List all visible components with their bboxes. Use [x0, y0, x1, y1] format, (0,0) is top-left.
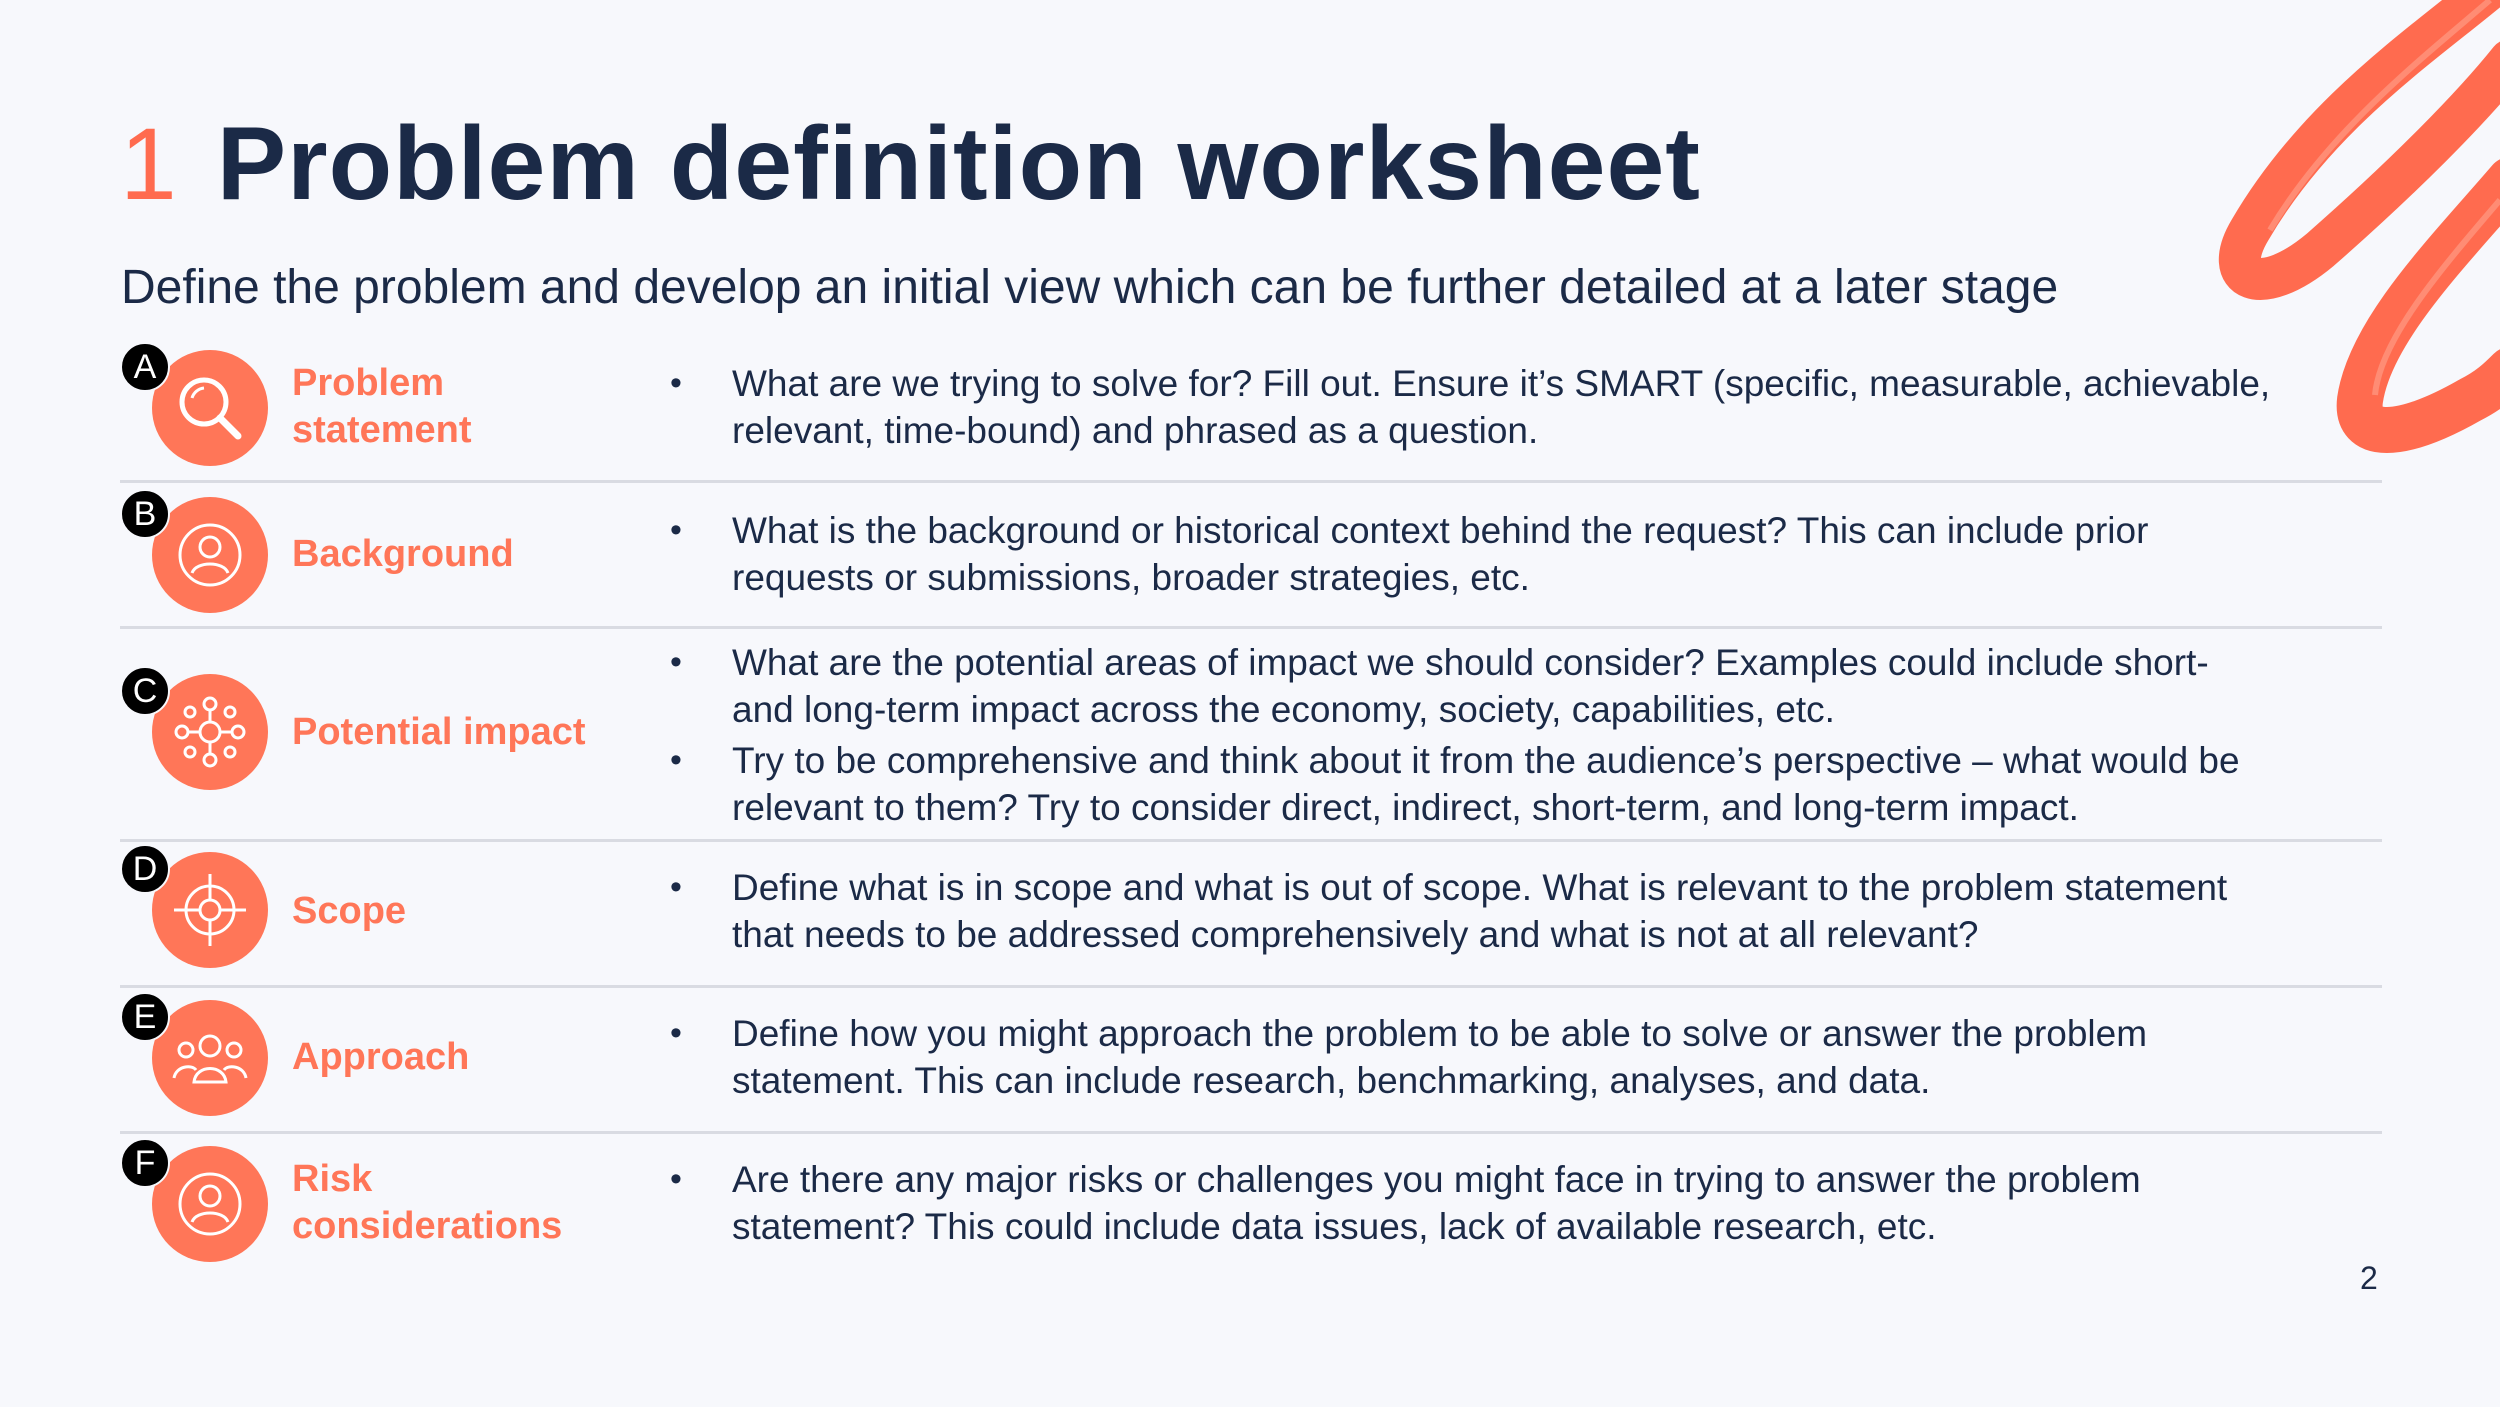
row-letter-badge: C	[120, 666, 170, 716]
row-label	[292, 1034, 632, 1081]
row-potential-impact	[120, 629, 2382, 842]
row-bullets	[670, 1156, 2382, 1250]
section-number: 1	[120, 107, 177, 221]
bullet-line: • What are we trying to solve for? Fill out. Ensure it’s SMART (specific, measurable, achievable,	[732, 363, 2271, 404]
row-problem-statement	[120, 340, 2382, 483]
row-label	[292, 1156, 632, 1250]
row-bullets	[670, 639, 2382, 831]
bullet-item	[670, 507, 2382, 601]
row-label-line: Potential impact	[292, 711, 586, 753]
bullet-item	[670, 1156, 2382, 1250]
row-label-line: Approach	[292, 1036, 470, 1078]
row-risk-considerations	[120, 1134, 2382, 1274]
row-label	[292, 709, 632, 756]
row-bullets	[670, 507, 2382, 601]
bullet-line: • Define what is in scope and what is out of scope. What is relevant to the problem statement	[732, 867, 2228, 908]
bullet-line: statement. This can include research, benchmarking, analyses, and data.	[732, 1060, 1931, 1101]
bullet-line: relevant to them? Try to consider direct, indirect, short-term, and long-term impact.	[732, 787, 2079, 828]
row-label-line: Problem	[292, 362, 445, 404]
row-label	[292, 360, 632, 454]
row-letter-badge: D	[120, 844, 170, 894]
title-row	[120, 105, 1701, 224]
row-background	[120, 483, 2382, 629]
row-label	[292, 888, 632, 935]
bullet-item	[670, 864, 2382, 958]
row-letter-badge: F	[120, 1138, 170, 1188]
bullet-line: • Define how you might approach the problem to be able to solve or answer the problem	[732, 1013, 2148, 1054]
page-title: Problem definition worksheet	[216, 106, 1701, 222]
row-letter-badge: A	[120, 342, 170, 392]
bullet-item	[670, 639, 2382, 733]
row-bullets	[670, 864, 2382, 958]
bullet-line: requests or submissions, broader strategies, etc.	[732, 557, 1530, 598]
bullet-line: • What is the background or historical context behind the request? This can include prior	[732, 510, 2149, 551]
bullet-item	[670, 737, 2382, 831]
bullet-line: and long-term impact across the economy, society, capabilities, etc.	[732, 689, 1835, 730]
row-letter-badge: E	[120, 992, 170, 1042]
row-scope	[120, 842, 2382, 988]
bullet-line: statement? This could include data issues, lack of available research, etc.	[732, 1206, 1937, 1247]
row-label-line: Background	[292, 533, 514, 575]
row-label-line: statement	[292, 409, 472, 451]
bullet-line: that needs to be addressed comprehensively and what is not at all relevant?	[732, 914, 1979, 955]
bullet-line: • Try to be comprehensive and think about it from the audience’s perspective – what would be	[732, 740, 2240, 781]
bullet-item	[670, 360, 2382, 454]
worksheet-rows	[120, 340, 2382, 1274]
row-bullets	[670, 360, 2382, 454]
page-number: 2	[2360, 1260, 2378, 1296]
bullet-line: relevant, time-bound) and phrased as a question.	[732, 410, 1539, 451]
bullet-line: • Are there any major risks or challenges you might face in trying to answer the problem	[732, 1159, 2141, 1200]
row-label-line: Risk	[292, 1158, 373, 1200]
bullet-line: • What are the potential areas of impact we should consider? Examples could include short-	[732, 642, 2209, 683]
subtitle: Define the problem and develop an initial view which can be further detailed at a later stage	[121, 261, 2059, 314]
row-approach	[120, 988, 2382, 1134]
row-label-line: Scope	[292, 890, 407, 932]
row-label-line: considerations	[292, 1205, 563, 1247]
row-bullets	[670, 1010, 2382, 1104]
row-letter-badge: B	[120, 489, 170, 539]
bullet-item	[670, 1010, 2382, 1104]
row-label	[292, 531, 632, 578]
